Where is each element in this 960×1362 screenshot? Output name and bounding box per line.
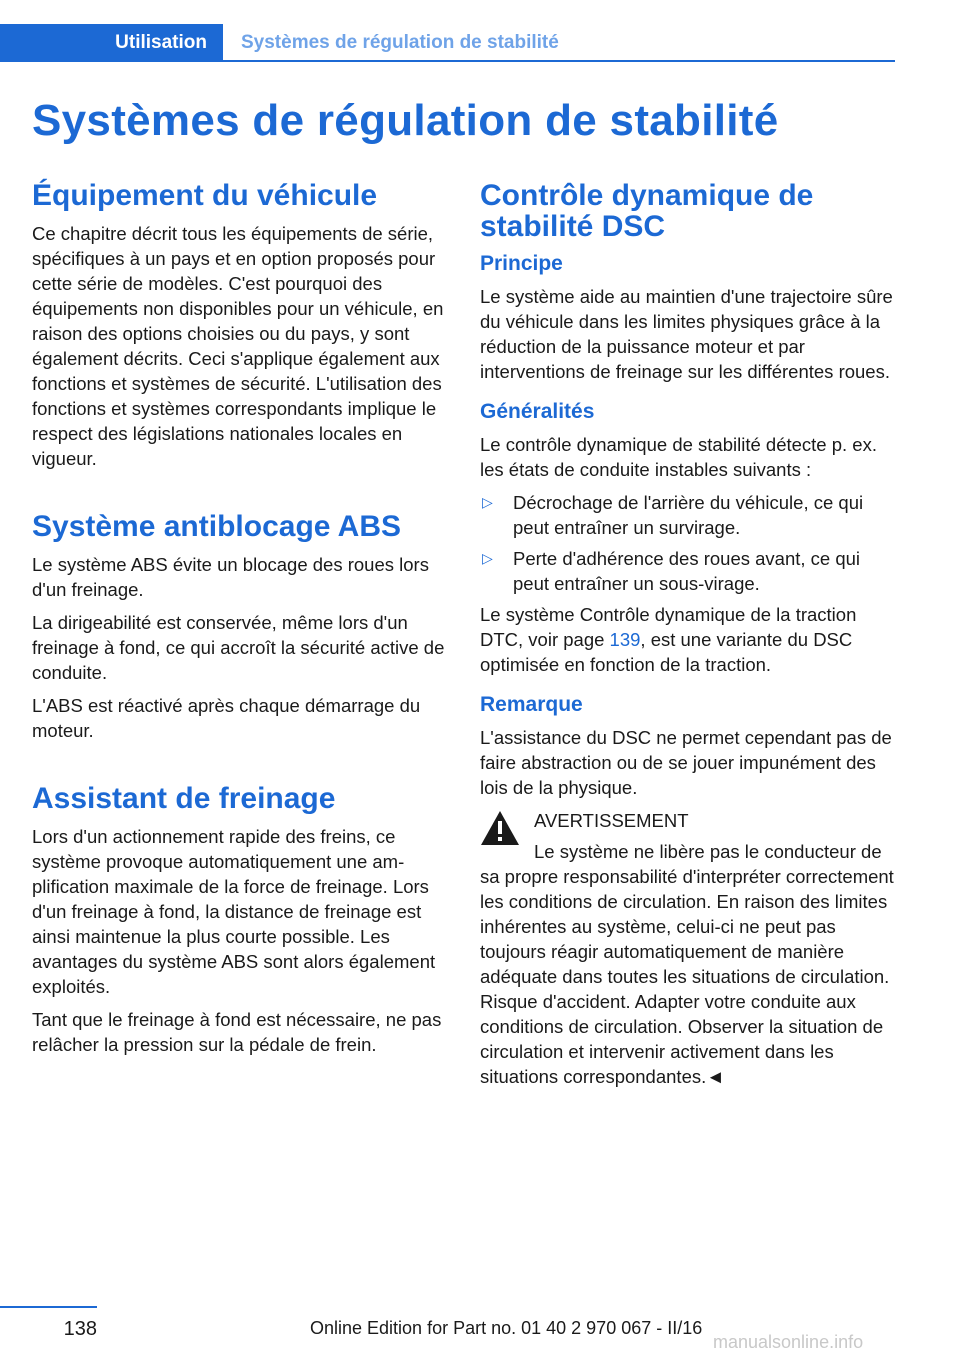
watermark: manualsonline.info <box>713 1332 864 1352</box>
section-tab: Utilisation <box>0 24 223 62</box>
right-column <box>480 180 898 1089</box>
warning-body: de sa propre responsabilité d'interpréter correctement les conditions de circulation. En raison des limites inhérentes au système, celui-ci ne peut pas toujours réagir automatiquement de manière adéquate dans toutes les situations de circulation. Risque d'accident. Adapter votre conduite aux conditions de circulation. Observer la situation de circulation et intervenir activement dans les situations correspondantes. <box>480 841 894 1087</box>
header-rule <box>223 60 895 62</box>
equipment-heading: Équipement du véhicule <box>32 179 378 212</box>
note-body: L'assistance du DSC ne permet cependant pas de faire abstraction ou de se jouer impunément des lois de la physique. <box>480 727 892 798</box>
principle-body: Le système aide au maintien d'une trajectoire sûre du véhicule dans les limites physiques grâce à la réduction de la puissance moteur et par interventions de freinage sur les différentes roues. <box>480 286 893 382</box>
warning-first-line: Le système ne libère pas le conducteur <box>534 841 856 862</box>
triangle-bullet-icon: ▷ <box>482 550 493 566</box>
instability-list <box>480 490 898 596</box>
note-heading: Remarque <box>480 693 583 716</box>
dtc-paragraph <box>480 602 898 677</box>
equipment-body: Ce chapitre décrit tous les équipements de série, spécifiques à un pays et en option proposés pour cette série de modèles. C'est pourquoi des équipements non disponibles pour un véhicule, en raison des options choisies ou du pays, y sont également décrits. Ceci s'applique également aux fonctions et systèmes de sécurité. L'utilisation des fonctions et systèmes correspondants implique le respect des législations nationales locales en vigueur. <box>32 223 444 469</box>
footer-rule <box>0 1306 97 1308</box>
list-item-text: Perte d'adhérence des roues avant, ce qui peut entraîner un sous-virage. <box>513 548 861 594</box>
triangle-bullet-icon: ▷ <box>482 494 493 510</box>
brake-assist-paragraph: Tant que le freinage à fond est nécessaire, ne pas relâcher la pression sur la pédale de frein. <box>32 1009 442 1055</box>
page-title: Systèmes de régulation de stabilité <box>32 96 779 145</box>
abs-paragraph: L'ABS est réactivé après chaque démarrage du moteur. <box>32 695 421 741</box>
warning-text <box>480 839 898 1089</box>
brake-assist-heading: Assistant de freinage <box>32 782 336 815</box>
dtc-text-after: , est une variante du DSC optimisée en fonction de la traction. <box>480 629 853 675</box>
dtc-text-before: Le système Contrôle dynamique de la traction DTC, voir page <box>480 604 857 650</box>
list-item <box>480 490 898 540</box>
end-mark-icon: ◄ <box>706 1066 725 1087</box>
warning-block <box>480 808 898 1089</box>
page-reference-link[interactable]: 139 <box>609 629 641 650</box>
brake-assist-paragraph: Lors d'un actionnement rapide des freins, ce système provoque automatiquement une amplification maximale de la force de freinage. Lors d'un freinage à fond, la distance de freinage est ainsi maintenue la plus courte possible. Les avantages du système ABS sont alors également exploités. <box>32 826 436 997</box>
chapter-tab: Systèmes de régulation de stabilité <box>241 32 559 53</box>
warning-title: AVERTISSEMENT <box>534 810 689 831</box>
general-heading: Généralités <box>480 400 595 423</box>
page-number: 138 <box>63 1318 97 1340</box>
principle-heading: Principe <box>480 252 563 275</box>
left-column <box>32 180 450 1065</box>
list-item-text: Décrochage de l'arrière du véhicule, ce qui peut entraîner un survirage. <box>513 492 864 538</box>
warning-triangle-icon <box>480 810 520 846</box>
general-intro: Le contrôle dynamique de stabilité détecte p. ex. les états de conduite instables suivants : <box>480 434 877 480</box>
abs-paragraph: Le système ABS évite un blocage des roues lors d'un freinage. <box>32 554 429 600</box>
abs-heading: Système antiblocage ABS <box>32 510 402 543</box>
list-item <box>480 546 898 596</box>
abs-paragraph: La dirigeabilité est conservée, même lors d'un freinage à fond, ce qui accroît la sécurité active de conduite. <box>32 612 445 683</box>
edition-note: Online Edition for Part no. 01 40 2 970 067 - II/16 <box>310 1318 703 1338</box>
dsc-heading: Contrôle dynamique de stabilité DSC <box>480 179 814 243</box>
